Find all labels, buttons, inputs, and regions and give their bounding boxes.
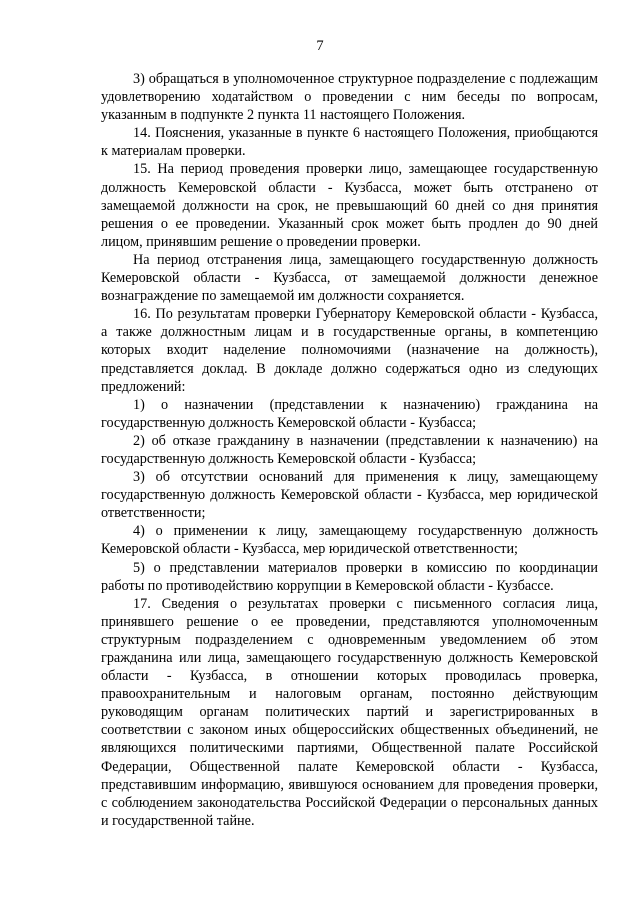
list-item-1-appointment: 1) о назначении (представлении к назначению) гражданина на государственную должность Кемеровской области - Кузбасса;	[101, 396, 598, 431]
paragraph-17-results: 17. Сведения о результатах проверки с письменного согласия лица, принявшего решение о ее проведении, представляются уполномоченным структурным подразделением с одновременным уведомлением об этом гражданина или лица, замещающего государственную должность Кемеровской области - Кузбасса, в отношении которых проводилась проверка, правоохранительным и налоговым органам, постоянно действующим руководящим органам политических партий и зарегистрированных в соответствии с законом иных общероссийских общественных объединений, не являющихся политическими партиями, Общественной палате Российской Федерации, Общественной палате Кемеровской области - Кузбасса, представившим информацию, явившуюся основанием для проведения проверки, с соблюдением законодательства Российской Федерации о персональных данных и государственной тайне.	[101, 595, 598, 829]
paragraph-16-report: 16. По результатам проверки Губернатору Кемеровской области - Кузбасса, а также должностным лицам и в государственные органы, в компетенцию которых входит наделение полномочиями (назначение на должность), представляется доклад. В докладе должно содержаться одно из следующих предложений:	[101, 306, 598, 395]
paragraph-14-explanations: 14. Пояснения, указанные в пункте 6 настоящего Положения, приобщаются к материалам проверки.	[101, 125, 598, 160]
list-item-2-refusal: 2) об отказе гражданину в назначении (представлении к назначению) на государственную должность Кемеровской области - Кузбасса;	[101, 432, 598, 467]
paragraph-item-3-right-to-interview: 3) обращаться в уполномоченное структурное подразделение с подлежащим удовлетворению ходатайством о проведении с ним беседы по вопросам, указанным в подпункте 2 пункта 11 настоящего Положения.	[101, 71, 598, 124]
paragraph-suspension-remuneration: На период отстранения лица, замещающего государственную должность Кемеровской области - Кузбасса, от замещаемой должности денежное вознаграждение по замещаемой им должности сохраняется.	[101, 251, 598, 305]
list-item-5-commission: 5) о представлении материалов проверки в комиссию по координации работы по противодействию коррупции в Кемеровской области - Кузбассе.	[101, 559, 598, 594]
list-item-4-apply-measures: 4) о применении к лицу, замещающему государственную должность Кемеровской области - Кузбасса, мер юридической ответственности;	[101, 523, 598, 558]
page-number: 7	[316, 38, 324, 54]
paragraph-15-suspension: 15. На период проведения проверки лицо, замещающее государственную должность Кемеровской области - Кузбасса, может быть отстранено от замещаемой должности на срок, не превышающий 60 дней со дня принятия решения о ее проведении. Указанный срок может быть продлен до 90 дней лицом, принявшим решение о проведении проверки.	[101, 161, 598, 250]
document-body	[101, 70, 598, 830]
list-item-3-no-grounds: 3) об отсутствии оснований для применения к лицу, замещающему государственную должность Кемеровской области - Кузбасса, мер юридической ответственности;	[101, 469, 598, 522]
